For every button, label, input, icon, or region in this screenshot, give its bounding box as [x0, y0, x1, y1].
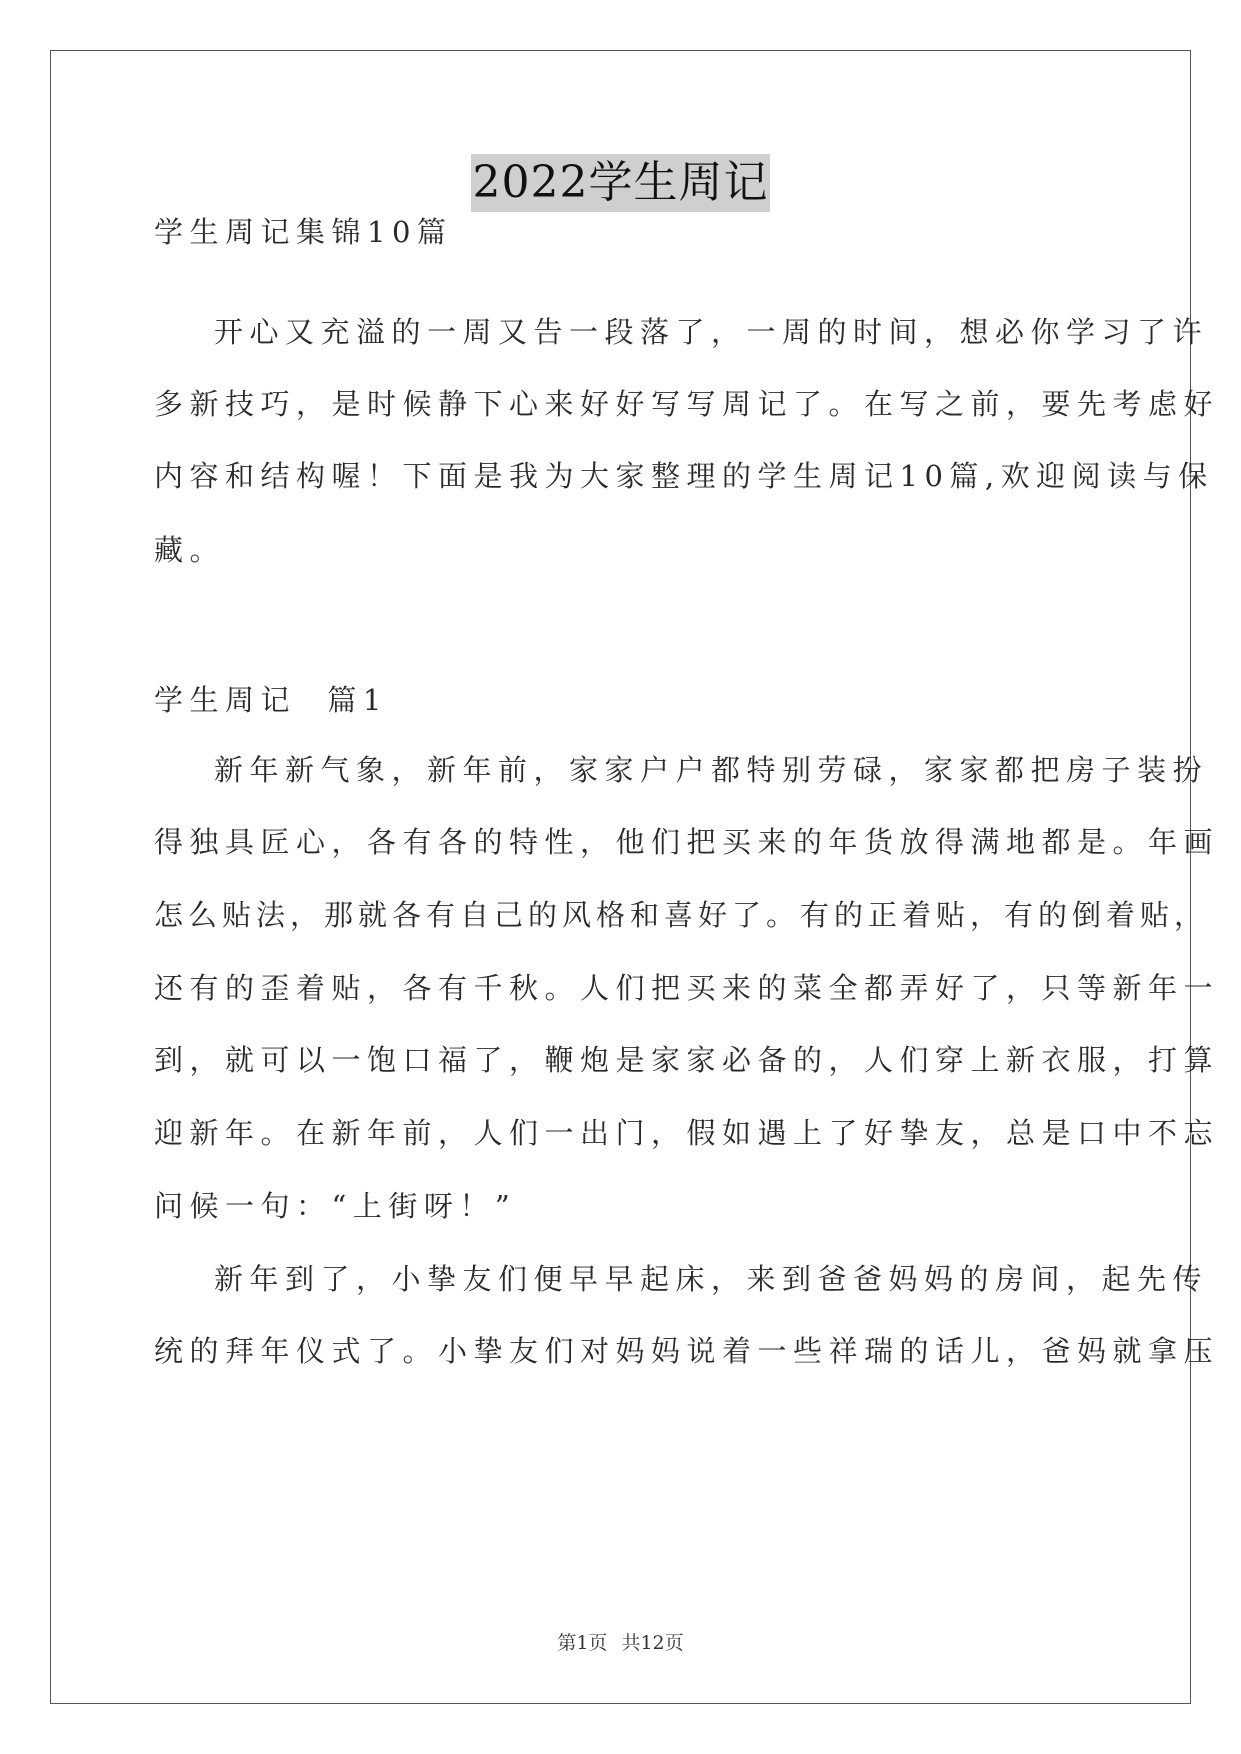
paragraph-line: 问候一句：“上街呀！” — [154, 1189, 517, 1223]
paragraph-line: 怎么贴法，那就各有自己的风格和喜好了。有的正着贴，有的倒着贴， — [154, 898, 1209, 932]
intro-line: 藏。 — [154, 533, 226, 567]
page-total: 共12页 — [621, 1632, 684, 1654]
paragraph-line: 迎新年。在新年前，人们一出门，假如遇上了好挚友，总是口中不忘 — [154, 1116, 1220, 1150]
paragraph-line: 到，就可以一饱口福了，鞭炮是家家必备的，人们穿上新衣服，打算 — [154, 1043, 1220, 1077]
paragraph-line: 新年到了，小挚友们便早早起床，来到爸爸妈妈的房间，起先传 — [214, 1262, 1209, 1296]
page-footer — [0, 1628, 1241, 1655]
intro-line: 开心又充溢的一周又告一段落了，一周的时间，想必你学习了许 — [214, 315, 1209, 349]
page-number: 第1页 — [557, 1632, 608, 1654]
subtitle: 学生周记集锦10篇 — [154, 215, 453, 249]
paragraph-line: 新年新气象，新年前，家家户户都特别劳碌，家家都把房子装扮 — [214, 753, 1209, 787]
paragraph-line: 统的拜年仪式了。小挚友们对妈妈说着一些祥瑞的话儿，爸妈就拿压 — [154, 1334, 1220, 1368]
document-title: 2022学生周记 — [471, 154, 771, 212]
paragraph-line: 还有的歪着贴，各有千秋。人们把买来的菜全都弄好了，只等新年一 — [154, 971, 1220, 1005]
document-title-wrap — [0, 154, 1241, 212]
page-border — [50, 50, 1220, 1704]
intro-line: 多新技巧，是时候静下心来好好写写周记了。在写之前，要先考虑好 — [154, 387, 1220, 421]
intro-line: 内容和结构喔！下面是我为大家整理的学生周记10篇,欢迎阅读与保 — [154, 459, 1214, 493]
paragraph-line: 得独具匠心，各有各的特性，他们把买来的年货放得满地都是。年画 — [154, 825, 1220, 859]
section-heading: 学生周记 篇1 — [154, 683, 388, 717]
